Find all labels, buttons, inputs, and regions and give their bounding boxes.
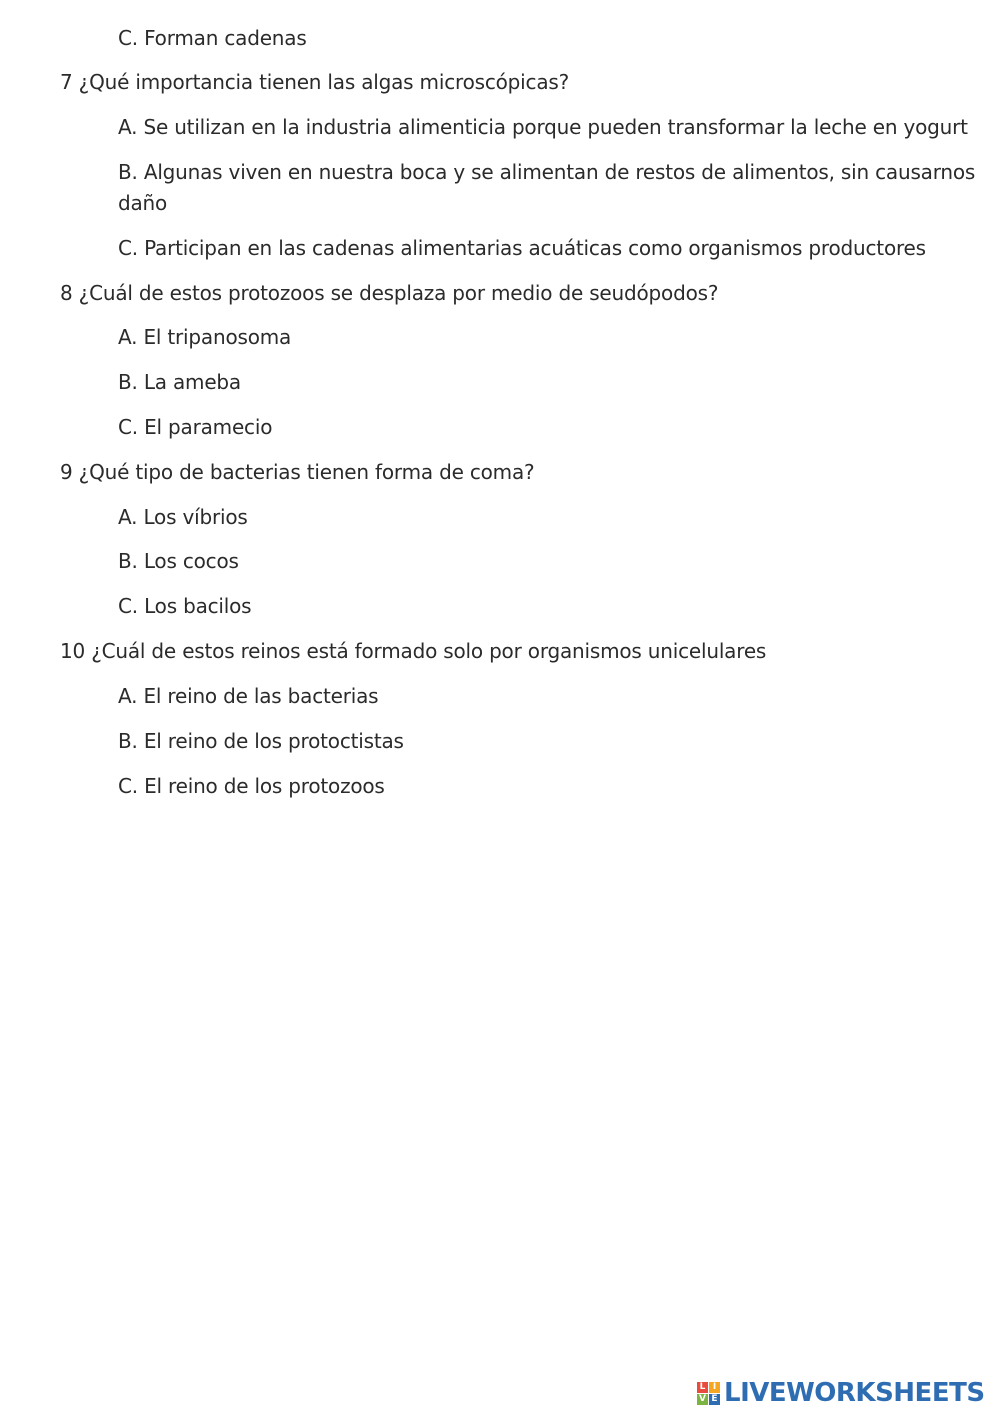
logo-letter-v: V — [697, 1394, 708, 1405]
option-8a: A. El tripanosoma — [118, 325, 292, 349]
question-8: 8 ¿Cuál de estos protozoos se desplaza por medio de seudópodos? — [60, 281, 719, 305]
logo-letter-e: E — [709, 1394, 720, 1405]
brand-name: LIVEWORKSHEETS — [724, 1378, 985, 1408]
option-9b: B. Los cocos — [118, 549, 239, 573]
option-7b: B. Algunas viven en nuestra boca y se alimentan de restos de alimentos, sin causarnos daño — [118, 160, 976, 215]
option-9c: C. Los bacilos — [118, 594, 252, 618]
question-10: 10 ¿Cuál de estos reinos está formado solo por organismos unicelulares — [60, 639, 767, 663]
option-8b: B. La ameba — [118, 370, 241, 394]
option-6c: C. Forman cadenas — [118, 26, 307, 50]
option-7c: C. Participan en las cadenas alimentarias acuáticas como organismos productores — [118, 236, 926, 260]
option-9a: A. Los víbrios — [118, 505, 248, 529]
logo-letter-i: I — [709, 1382, 720, 1393]
option-8c: C. El paramecio — [118, 415, 273, 439]
option-10a: A. El reino de las bacterias — [118, 684, 379, 708]
liveworksheets-footer — [697, 1378, 985, 1408]
option-10c: C. El reino de los protozoos — [118, 774, 385, 798]
question-7: 7 ¿Qué importancia tienen las algas microscópicas? — [60, 70, 570, 94]
option-10b: B. El reino de los protoctistas — [118, 729, 404, 753]
option-7a: A. Se utilizan en la industria alimenticia porque pueden transformar la leche en yogurt — [118, 115, 968, 139]
logo-letter-l: L — [697, 1382, 708, 1393]
question-9: 9 ¿Qué tipo de bacterias tienen forma de coma? — [60, 460, 535, 484]
liveworksheets-logo-icon — [697, 1382, 720, 1405]
